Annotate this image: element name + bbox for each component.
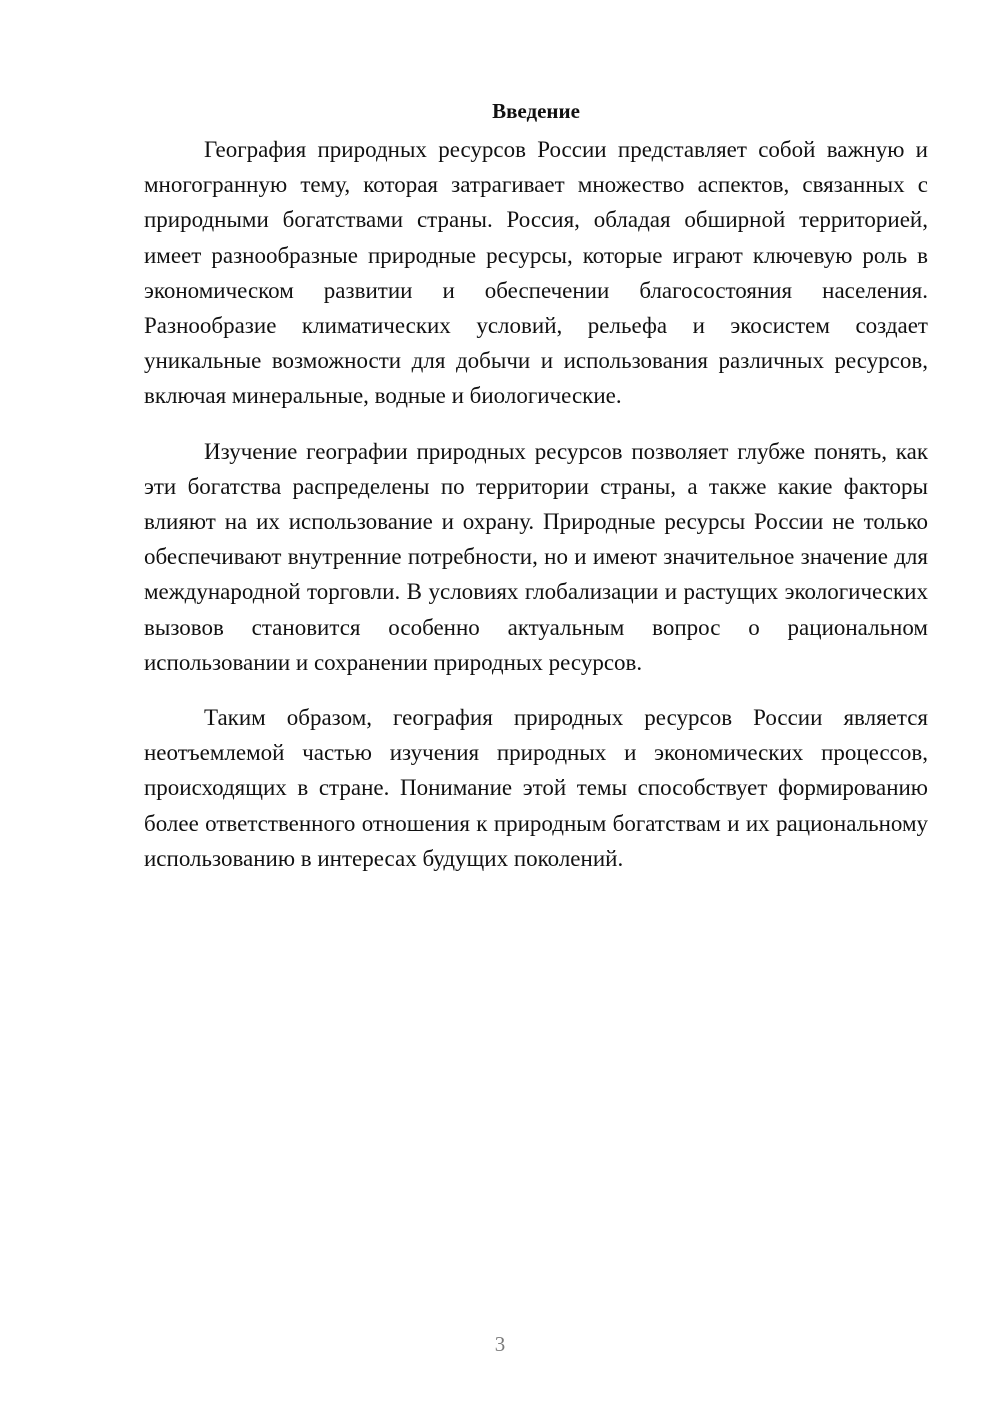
section-heading: Введение: [492, 99, 580, 123]
paragraph-2: Изучение географии природных ресурсов позволяет глубже понять, как эти богатства распределены по территории страны, а также какие факторы влияют на их использование и охрану. Природные ресурсы России не только обеспечивают внутренние потребности, но и имеют значительное значение для международной торговли. В условиях глобализации и растущих экологических вызовов становится особенно актуальным вопрос о рациональном использовании и сохранении природных ресурсов.: [144, 438, 928, 675]
paragraph-3: Таким образом, география природных ресурсов России является неотъемлемой частью изучения природных и экономических процессов, происходящих в стране. Понимание этой темы способствует формированию более ответственного отношения к природным богатствам и их рациональному использованию в интересах будущих поколений.: [144, 705, 928, 871]
page-content: [144, 96, 928, 896]
page-number: 3: [494, 1332, 506, 1356]
paragraph-1: География природных ресурсов России представляет собой важную и многогранную тему, которая затрагивает множество аспектов, связанных с природными богатствами страны. Россия, обладая обширной территорией, имеет разнообразные природные ресурсы, которые играют ключевую роль в экономическом развитии и обеспечении благосостояния населения. Разнообразие климатических условий, рельефа и экосистем создает уникальные возможности для добычи и использования различных ресурсов, включая минеральные, водные и биологические.: [144, 137, 928, 409]
